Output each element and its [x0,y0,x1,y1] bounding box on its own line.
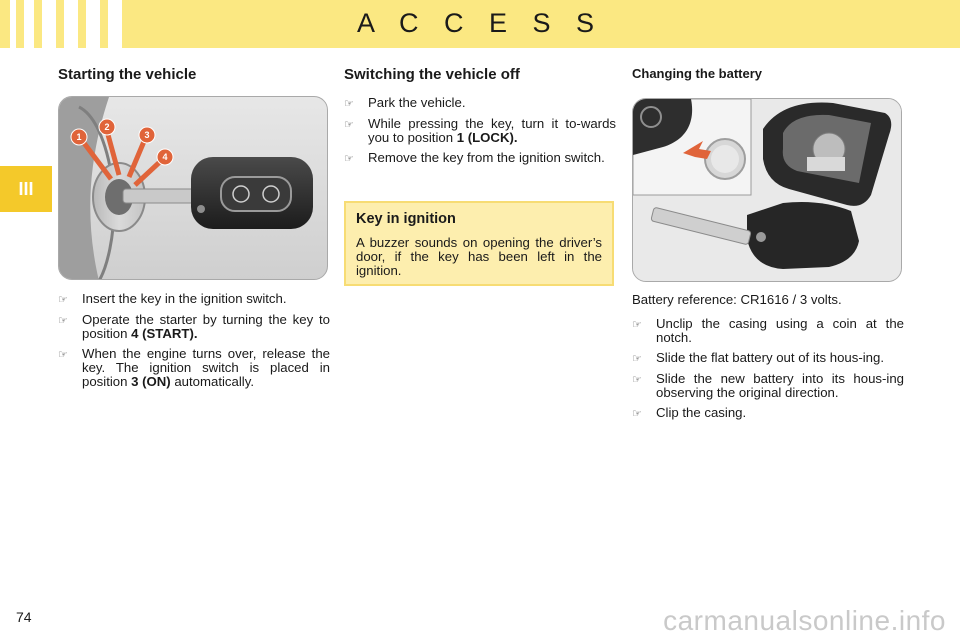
pointing-hand-icon: ☞ [58,349,68,361]
pointing-hand-icon: ☞ [632,319,642,331]
position-label-1: 1 [76,132,82,142]
key-in-ignition-box [344,201,614,286]
header-bar [0,0,960,48]
ignition-illustration [59,97,328,280]
battery-reference: Battery reference: CR1616 / 3 volts. [632,292,842,307]
starting-steps [58,292,330,389]
battery-title: Changing the battery [632,66,763,81]
battery-steps [632,317,904,421]
pointing-hand-icon: ☞ [632,353,642,365]
position-label-4: 4 [162,152,168,162]
list-item: ☞ While pressing the key, turn it to-wards you to position 1 (LOCK). [344,116,616,145]
list-item: ☞ Operate the starter by turning the key to position 4 (START). [58,312,330,341]
switching-off-steps [344,96,616,166]
position-label-2: 2 [104,122,110,132]
list-item: ☞ Slide the new battery into its hous-ing observing the original direction. [632,371,904,400]
chapter-tab[interactable]: III [0,166,52,212]
list-item: ☞ Park the vehicle. [344,95,466,110]
switching-off-section [344,60,616,172]
starting-title: Starting the vehicle [58,66,197,83]
battery-illustration [633,99,902,282]
list-item: ☞ When the engine turns over, release the key. The ignition switch is placed in position 3 (ON) automatically. [58,346,330,389]
watermark: carmanualsonline.info [663,605,946,636]
list-item: ☞ Clip the casing. [632,405,747,420]
page-number: 74 [16,609,32,625]
page-title: A C C E S S [356,8,604,38]
pointing-hand-icon: ☞ [344,153,354,165]
battery-photo [632,98,902,282]
starting-section [58,60,330,395]
list-item: ☞ Remove the key from the ignition switch. [344,150,605,165]
list-item: ☞ Unclip the casing using a coin at the notch. [632,316,904,345]
pointing-hand-icon: ☞ [632,374,642,386]
pointing-hand-icon: ☞ [344,119,354,131]
pointing-hand-icon: ☞ [58,315,68,327]
battery-section [632,60,904,427]
key-box-body: A buzzer sounds on opening the driver’s door, if the key has been left in the ignition. [356,235,602,278]
pointing-hand-icon: ☞ [58,294,68,306]
pointing-hand-icon: ☞ [632,408,642,420]
pointing-hand-icon: ☞ [344,98,354,110]
switching-off-title: Switching the vehicle off [344,66,520,83]
key-box-title: Key in ignition [356,211,456,227]
list-item: ☞ Insert the key in the ignition switch. [58,291,287,306]
position-label-3: 3 [144,130,150,140]
ignition-key-photo [58,96,328,280]
list-item: ☞ Slide the flat battery out of its hous-ing. [632,350,884,365]
